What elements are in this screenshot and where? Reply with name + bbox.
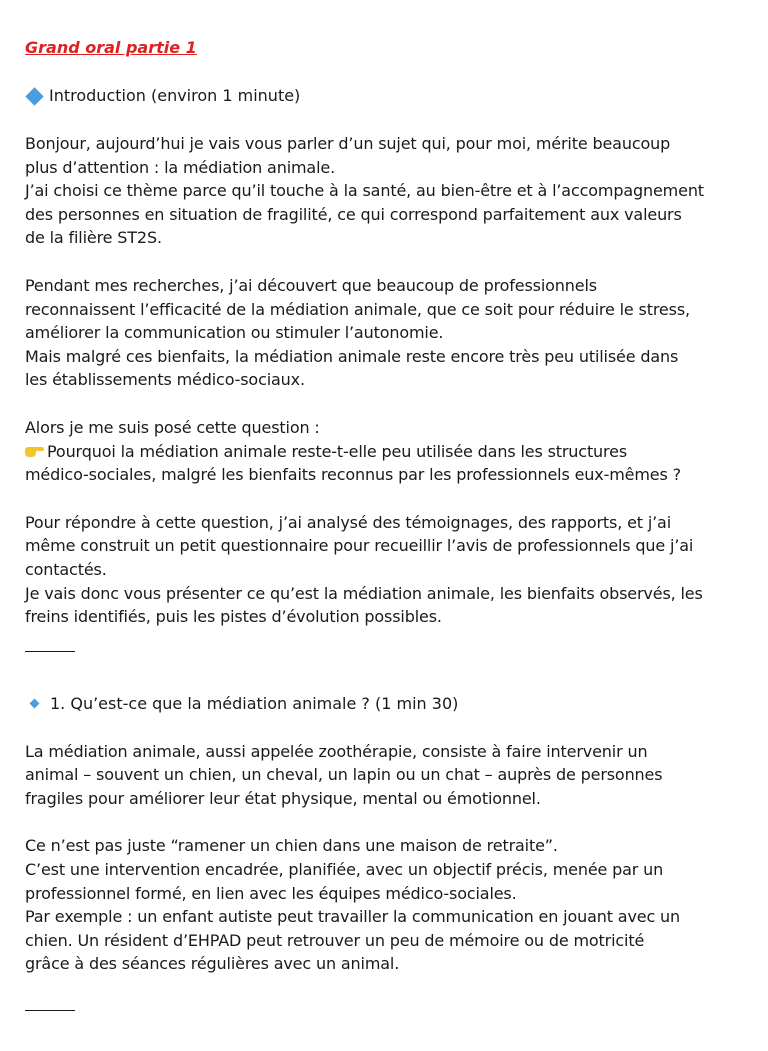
blue-diamond-icon <box>25 87 43 105</box>
text-line: Pour répondre à cette question, j’ai analysé des témoignages, des rapports, et j’ai <box>25 512 672 532</box>
text-line: les établissements médico-sociaux. <box>25 370 305 390</box>
text-line: Ce n’est pas juste “ramener un chien dans une maison de retraite”. <box>25 836 558 856</box>
text-line: de la filière ST2S. <box>25 228 162 248</box>
section-divider <box>25 651 75 652</box>
text-line: des personnes en situation de fragilité, ce qui correspond parfaitement aux valeurs <box>25 204 682 224</box>
pointing-hand-icon <box>25 444 45 458</box>
text-line: chien. Un résident d’EHPAD peut retrouver un peu de mémoire ou de motricité <box>25 930 645 950</box>
section1-heading-text: 1. Qu’est-ce que la médiation animale ? (1 min 30) <box>50 693 459 713</box>
intro-heading-text: Introduction (environ 1 minute) <box>49 86 301 105</box>
small-blue-diamond-icon <box>30 699 40 709</box>
text-line: C’est une intervention encadrée, planifiée, avec un objectif précis, menée par un <box>25 860 664 880</box>
text-line: même construit un petit questionnaire pour recueillir l’avis de professionnels que j’ai <box>25 536 694 556</box>
intro-paragraph-1 <box>25 132 750 250</box>
text-line: Pendant mes recherches, j’ai découvert que beaucoup de professionnels <box>25 275 597 295</box>
document-title: Grand oral partie 1 <box>25 38 197 57</box>
text-line: La médiation animale, aussi appelée zoothérapie, consiste à faire intervenir un <box>25 741 648 761</box>
text-line: fragiles pour améliorer leur état physique, mental ou émotionnel. <box>25 788 541 808</box>
text-line: reconnaissent l’efficacité de la médiation animale, que ce soit pour réduire le stress, <box>25 299 690 319</box>
question-line <box>25 440 750 464</box>
section1-paragraph-1 <box>25 740 750 811</box>
text-line: Alors je me suis posé cette question : <box>25 417 320 437</box>
text-line: animal – souvent un chien, un cheval, un lapin ou un chat – auprès de personnes <box>25 765 663 785</box>
text-line: professionnel formé, en lien avec les équipes médico-sociales. <box>25 883 517 903</box>
intro-paragraph-4 <box>25 511 750 629</box>
text-line: freins identifiés, puis les pistes d’évolution possibles. <box>25 607 442 627</box>
text-line: plus d’attention : la médiation animale. <box>25 157 336 177</box>
section-divider <box>25 1010 75 1011</box>
section1-heading <box>25 692 750 716</box>
text-line: Bonjour, aujourd’hui je vais vous parler d’un sujet qui, pour moi, mérite beaucoup <box>25 134 671 153</box>
text-line: J’ai choisi ce thème parce qu’il touche à la santé, au bien-être et à l’accompagnement <box>25 181 704 201</box>
text-line: Mais malgré ces bienfaits, la médiation animale reste encore très peu utilisée dans <box>25 346 679 366</box>
text-line: contactés. <box>25 559 107 579</box>
document-page <box>25 36 750 1051</box>
text-line: Par exemple : un enfant autiste peut travailler la communication en jouant avec un <box>25 907 681 927</box>
section1-paragraph-2 <box>25 834 750 976</box>
text-line: Je vais donc vous présenter ce qu’est la médiation animale, les bienfaits observés, les <box>25 583 703 603</box>
text-line: améliorer la communication ou stimuler l’autonomie. <box>25 323 444 343</box>
intro-paragraph-2 <box>25 274 750 392</box>
intro-heading <box>25 84 750 108</box>
text-line: médico-sociales, malgré les bienfaits reconnus par les professionnels eux-mêmes ? <box>25 465 681 485</box>
intro-paragraph-3 <box>25 416 750 487</box>
text-line: grâce à des séances régulières avec un animal. <box>25 954 400 974</box>
question-text: Pourquoi la médiation animale reste-t-elle peu utilisée dans les structures <box>47 441 628 461</box>
